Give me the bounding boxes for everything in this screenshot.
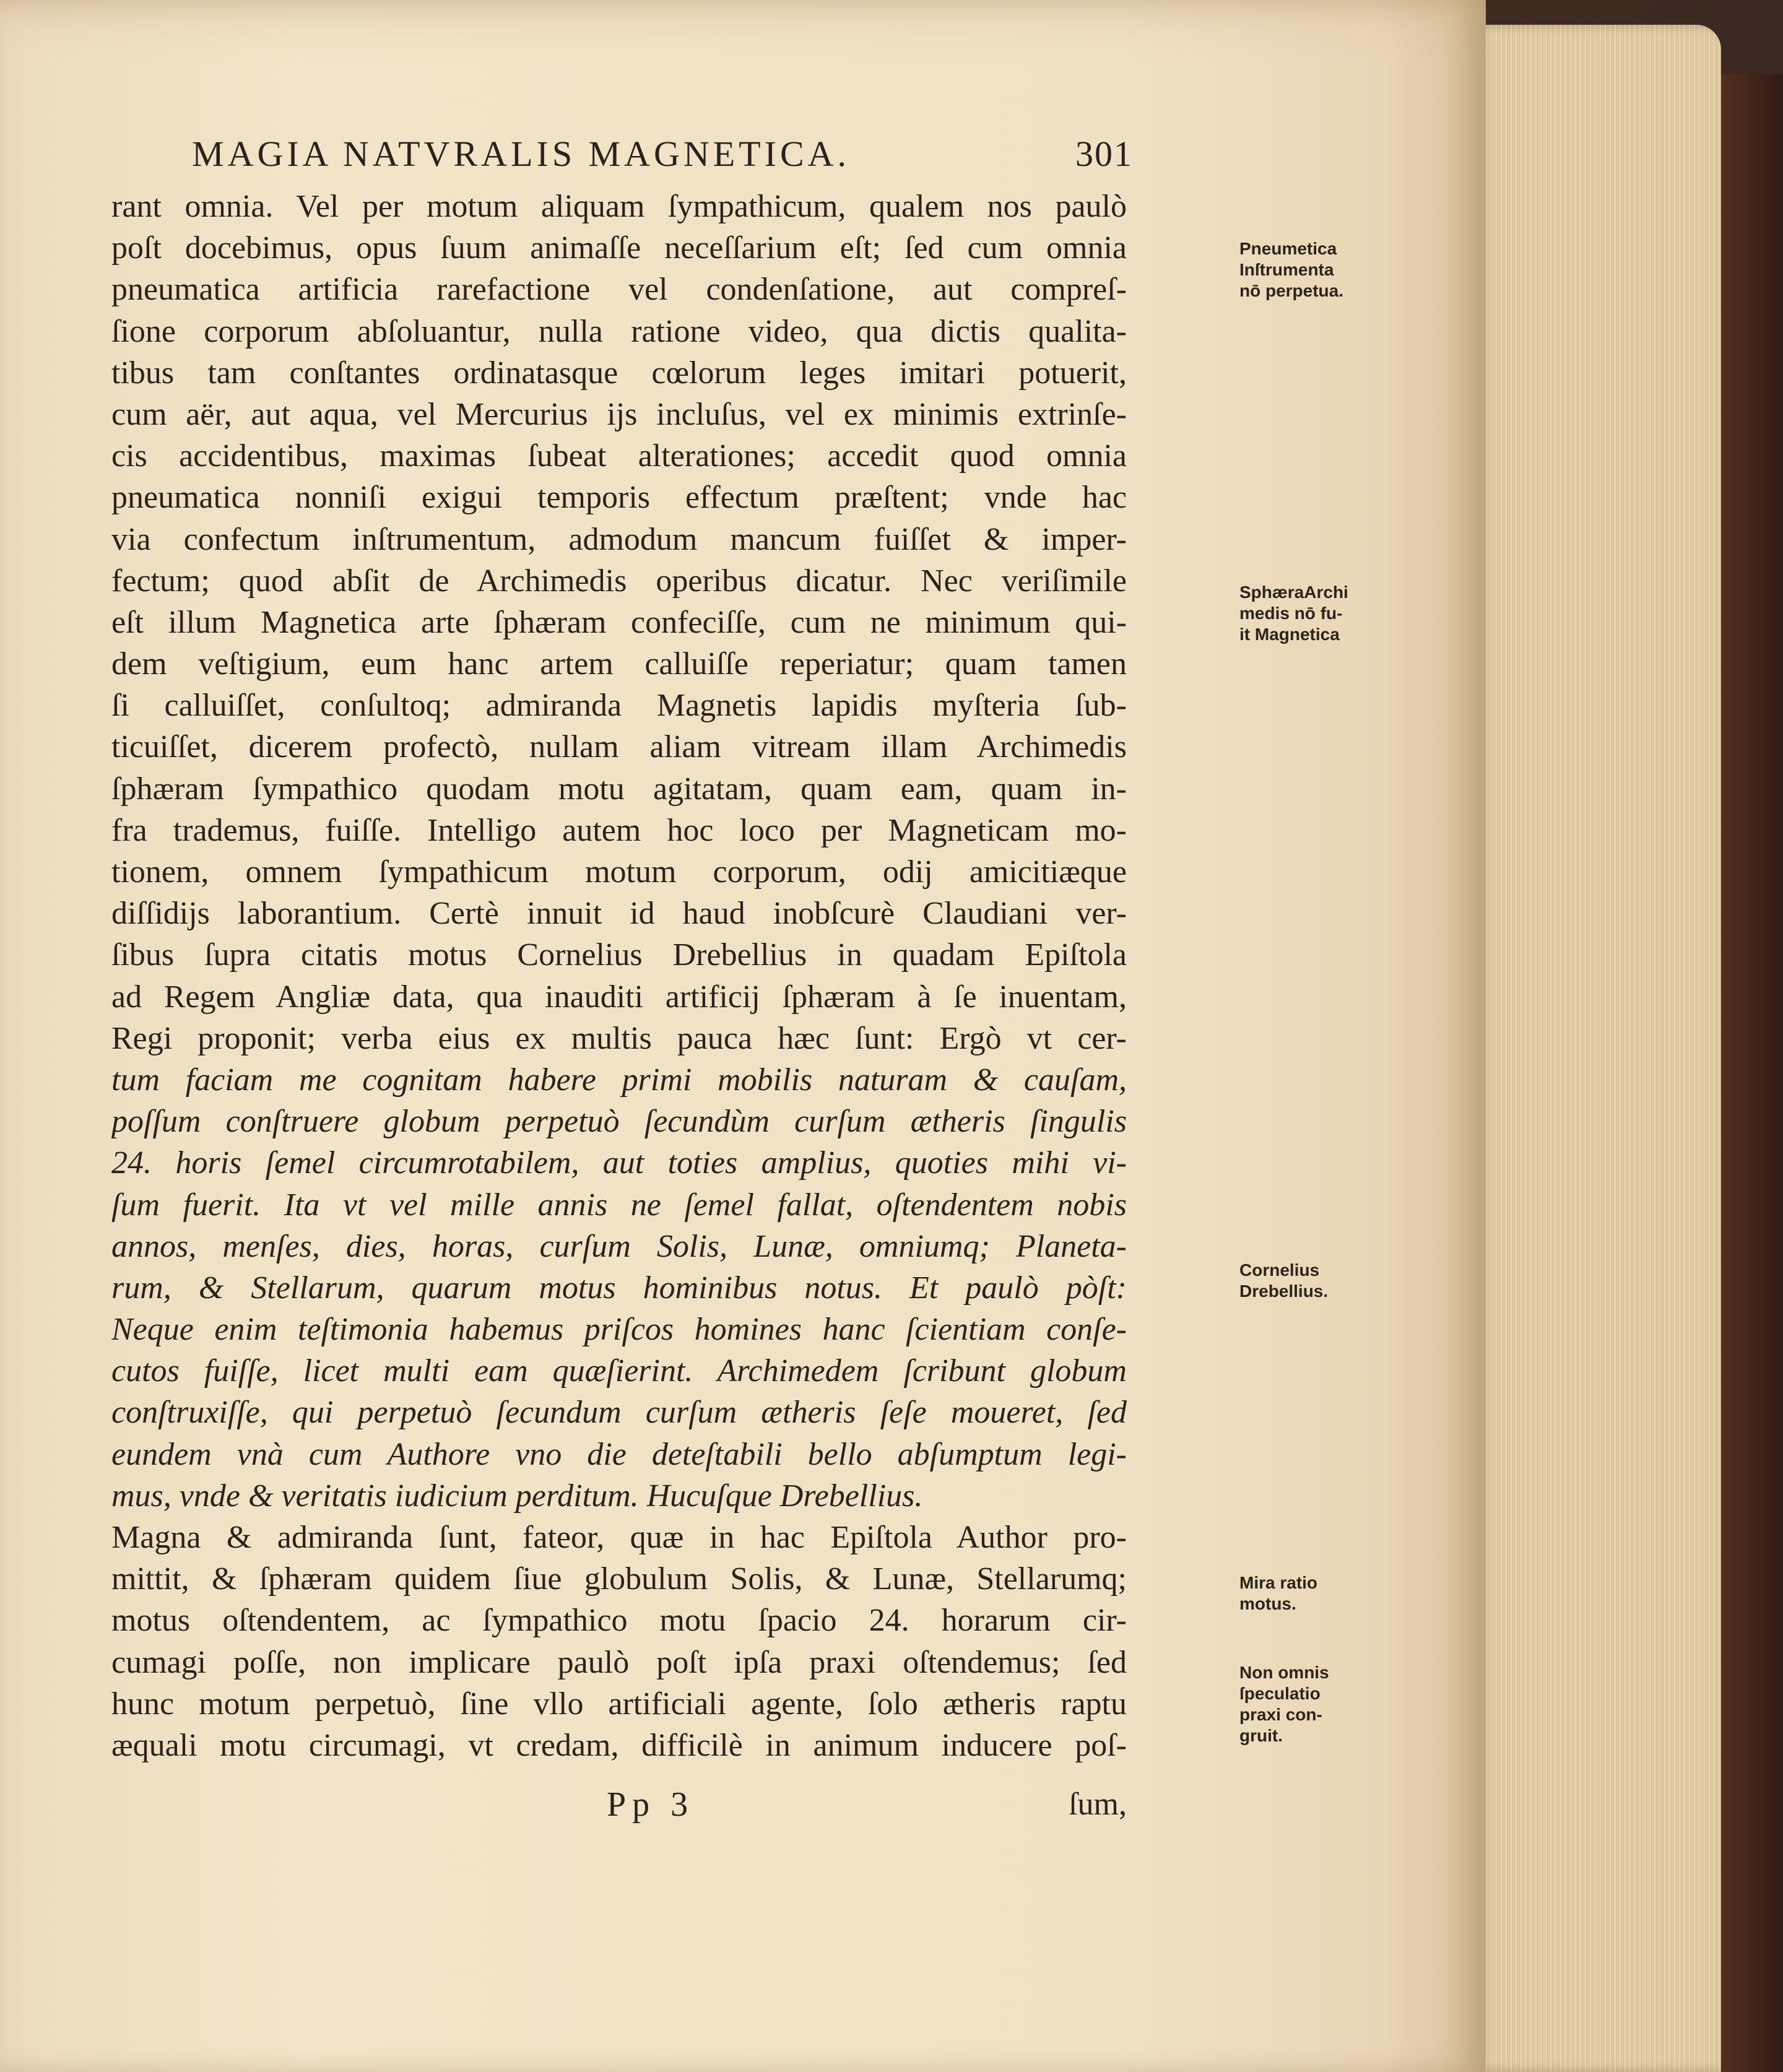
margin-note-line: Non omnis <box>1239 1663 1329 1682</box>
text-line: fectum; quod abſit de Archimedis operibus dicatur. Nec veriſimile <box>111 563 1127 599</box>
margin-note <box>1239 1662 1382 1746</box>
margin-note-line: Cornelius <box>1239 1260 1320 1280</box>
page-number: 301 <box>1075 134 1133 174</box>
text-line-italic: 24. horis ſemel circumrotabilem, aut toties amplius, quoties mihi vi- <box>111 1145 1127 1181</box>
margin-note-line: nō perpetua. <box>1239 281 1344 300</box>
running-title: MAGIA NATVRALIS MAGNETICA. <box>192 134 851 174</box>
margin-note-line: it Magnetica <box>1239 625 1340 644</box>
text-line: pneumatica artificia rarefactione vel condenſatione, aut compreſ- <box>111 272 1127 308</box>
catchword: ſum, <box>1069 1787 1127 1822</box>
text-line-italic: conſtruxiſſe, qui perpetuò ſecundum curſum ætheris ſeſe moueret, ſed <box>111 1395 1127 1431</box>
text-line: diſſidijs laborantium. Certè innuit id haud inobſcurè Claudiani ver- <box>111 896 1127 932</box>
text-line: ſione corporum abſoluantur, nulla ratione video, qua dictis qualita- <box>111 313 1127 349</box>
margin-note-line: ſpeculatio <box>1239 1684 1321 1703</box>
margin-note-line: Pneumetica <box>1239 239 1337 258</box>
text-line: cumagi poſſe, non implicare paulò poſt ipſa praxi oſtendemus; ſed <box>111 1644 1127 1680</box>
text-line: rant omnia. Vel per motum aliquam ſympathicum, qualem nos paulò <box>111 189 1127 224</box>
margin-note <box>1239 1572 1382 1615</box>
text-line: poſt docebimus, opus ſuum animaſſe neceſſarium eſt; ſed cum omnia <box>111 230 1127 266</box>
text-line: ſibus ſupra citatis motus Cornelius Drebellius in quadam Epiſtola <box>111 937 1127 973</box>
text-line: ſi calluiſſet, conſultoq; admiranda Magnetis lapidis myſteria ſub- <box>111 688 1127 724</box>
running-head <box>192 133 1133 189</box>
text-line-italic: cutos fuiſſe, licet multi eam quæſierint. Archimedem ſcribunt globum <box>111 1353 1127 1389</box>
main-text-block <box>111 186 1348 1766</box>
margin-note-line: medis nō fu- <box>1239 604 1343 623</box>
text-line: ſphæram ſympathico quodam motu agitatam, quam eam, quam in- <box>111 771 1127 807</box>
text-line-italic: Neque enim teſtimonia habemus priſcos homines hanc ſcientiam conſe- <box>111 1312 1127 1348</box>
margin-note-line: Inſtrumenta <box>1239 260 1334 279</box>
text-line-italic: rum, & Stellarum, quarum motus hominibus notus. Et paulò pòſt: <box>111 1270 1127 1306</box>
signature-mark: Pp 3 <box>607 1785 695 1824</box>
page-edges <box>1473 25 1721 2072</box>
text-line-italic: annos, menſes, dies, horas, curſum Solis, Lunæ, omniumq; Planeta- <box>111 1228 1127 1264</box>
margin-note <box>1239 582 1382 645</box>
margin-note <box>1239 1260 1382 1302</box>
text-line: Regi proponit; verba eius ex multis pauca hæc ſunt: Ergò vt cer- <box>111 1020 1127 1056</box>
text-line: fra trademus, fuiſſe. Intelligo autem hoc loco per Magneticam mo- <box>111 812 1127 848</box>
text-line-italic: tum faciam me cognitam habere primi mobilis naturam & cauſam, <box>111 1062 1127 1098</box>
text-line: mittit, & ſphæram quidem ſiue globulum Solis, & Lunæ, Stellarumq; <box>111 1561 1127 1597</box>
text-line: cis accidentibus, maximas ſubeat alterationes; accedit quod omnia <box>111 438 1127 474</box>
footer <box>607 1783 1127 1826</box>
margin-note <box>1239 238 1382 301</box>
text-line: æquali motu circumagi, vt credam, difficilè in animum inducere poſ- <box>111 1727 1127 1763</box>
text-line-italic: mus, vnde & veritatis iudicium perditum. Hucuſque Drebellius. <box>111 1478 923 1514</box>
margin-note-line: motus. <box>1239 1594 1296 1613</box>
text-line: ad Regem Angliæ data, qua inauditi artificij ſphæram à ſe inuentam, <box>111 979 1127 1015</box>
text-line: Magna & admiranda ſunt, fateor, quæ in hac Epiſtola Author pro- <box>111 1520 1127 1555</box>
text-line: via confectum inſtrumentum, admodum mancum fuiſſet & imper- <box>111 521 1127 557</box>
text-line: tibus tam conſtantes ordinatasque cœlorum leges imitari potuerit, <box>111 355 1127 391</box>
margin-note-line: Drebellius. <box>1239 1281 1329 1301</box>
text-line-italic: ſum fuerit. Ita vt vel mille annis ne ſemel fallat, oſtendentem nobis <box>111 1187 1127 1223</box>
text-line: hunc motum perpetuò, ſine vllo artificiali agente, ſolo ætheris raptu <box>111 1686 1127 1722</box>
margin-note-line: praxi con- <box>1239 1705 1322 1724</box>
text-line: cum aër, aut aqua, vel Mercurius ijs incluſus, vel ex minimis extrinſe- <box>111 396 1127 432</box>
text-line: motus oſtendentem, ac ſympathico motu ſpacio 24. horarum cir- <box>111 1603 1127 1639</box>
margin-note-line: gruit. <box>1239 1726 1283 1745</box>
text-line-italic: eundem vnà cum Authore vno die deteſtabili bello abſumptum legi- <box>111 1436 1127 1472</box>
text-line: dem veſtigium, eum hanc artem calluiſſe reperiatur; quam tamen <box>111 646 1127 682</box>
text-line: tionem, omnem ſympathicum motum corporum, odij amicitiæque <box>111 854 1127 890</box>
margin-note-line: SphæraArchi <box>1239 583 1348 602</box>
text-line-italic: poſſum conſtruere globum perpetuò ſecundùm curſum ætheris ſingulis <box>111 1104 1127 1140</box>
text-line: pneumatica nonniſi exigui temporis effectum præſtent; vnde hac <box>111 480 1127 516</box>
text-line: ticuiſſet, dicerem profectò, nullam aliam vitream illam Archimedis <box>111 729 1127 765</box>
text-line: eſt illum Magnetica arte ſphæram confeciſſe, cum ne minimum qui- <box>111 604 1127 640</box>
margin-note-line: Mira ratio <box>1239 1573 1318 1592</box>
